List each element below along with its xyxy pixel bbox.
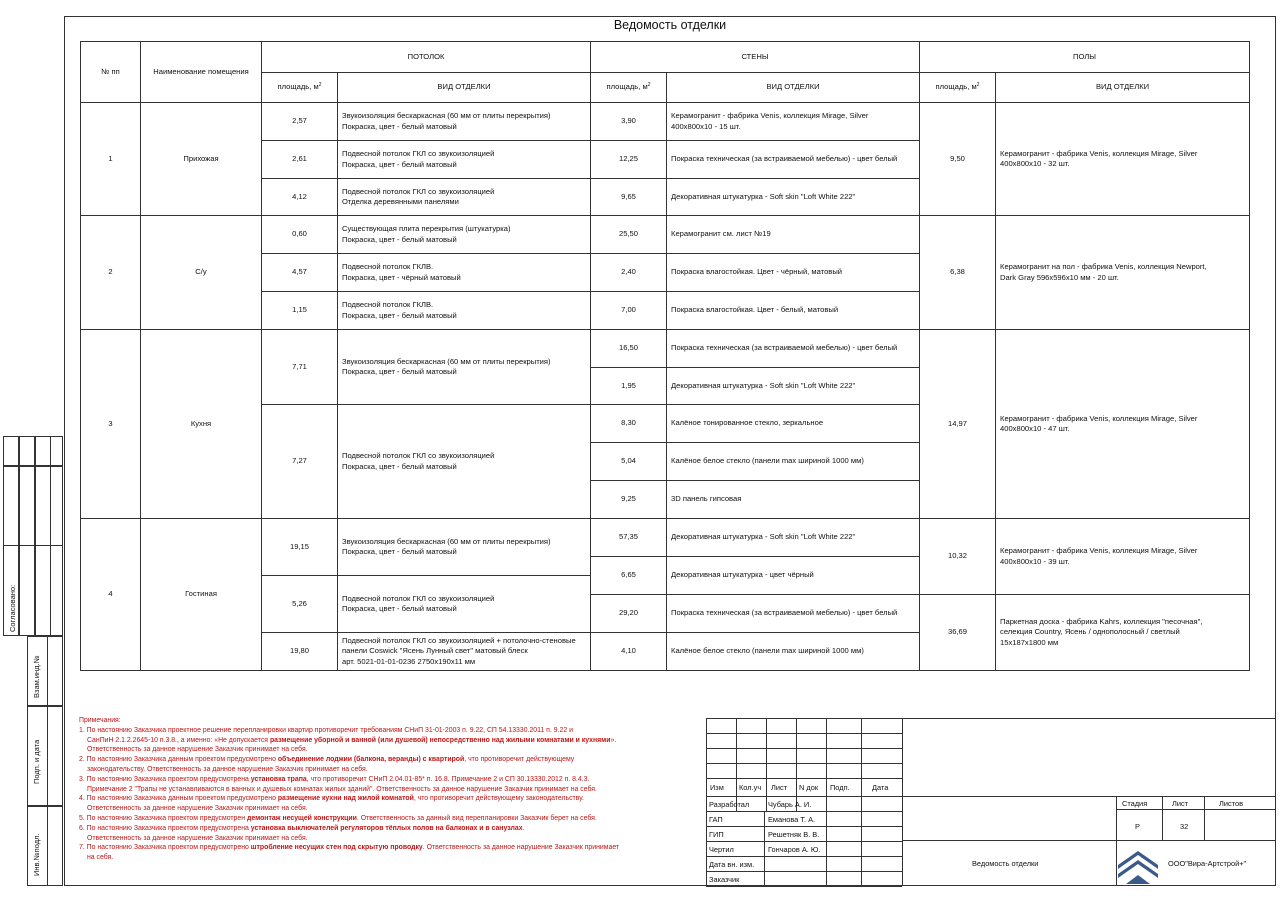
floor-area: 6,38: [920, 216, 996, 330]
stamp-col-header: Дата: [872, 783, 889, 792]
wall-area: 8,30: [591, 405, 667, 443]
ceiling-finish: Подвесной потолок ГКЛ со звукоизоляцией Покраска, цвет - белый матовый: [338, 141, 591, 179]
floor-finish: Керамогранит - фабрика Venis, коллекция Mirage, Silver 400x800x10 - 47 шт.: [996, 330, 1250, 519]
ceiling-area: 0,60: [262, 216, 338, 254]
note-item: 1. По настоянию Заказчика проектное решение перепланировки квартир противоречит требованиям СНиП 31-01-2003 п. 9.22, СП 54.13330.2011 п. 9.22 и СанПиН 2.1.2.2645-10 п.3.8., а именно: «Не допускается размещение уборной и ванной (или душевой) непосредственно над жилыми комнатами и кухнями». Ответственность за данное нарушение Заказчик принимает на себя.: [79, 726, 617, 754]
stamp-col-header: N док: [799, 783, 819, 792]
ceiling-area: 7,27: [262, 405, 338, 519]
floor-finish: Керамогранит - фабрика Venis, коллекция Mirage, Silver 400x800x10 - 39 шт.: [996, 519, 1250, 595]
stamp-role: Дата вн. изм.: [709, 860, 755, 869]
wall-area: 25,50: [591, 216, 667, 254]
header-finish-type: ВИД ОТДЕЛКИ: [338, 73, 591, 103]
wall-area: 3,90: [591, 103, 667, 141]
ceiling-finish: Подвесной потолок ГКЛ со звукоизоляцией Отделка деревянными панелями: [338, 179, 591, 216]
floor-area: 10,32: [920, 519, 996, 595]
header-finish-type: ВИД ОТДЕЛКИ: [996, 73, 1250, 103]
wall-area: 5,04: [591, 443, 667, 481]
company-name: ООО"Вира-Артстрой+": [1168, 859, 1247, 868]
wall-area: 12,25: [591, 141, 667, 179]
approval-strip: [3, 436, 63, 886]
header-floors: ПОЛЫ: [920, 42, 1250, 73]
room-number: 3: [81, 330, 141, 519]
ceiling-finish: Подвесной потолок ГКЛВ. Покраска, цвет - белый матовый: [338, 292, 591, 330]
ceiling-finish: Подвесной потолок ГКЛ со звукоизоляцией + потолочно-стеновые панели Coswick "Ясень Лунный свет" матовый блеск арт. 5021-01-01-0236 2750x190x11 мм: [338, 633, 591, 671]
room-name: С/у: [141, 216, 262, 330]
wall-finish: Калёное белое стекло (панели max шириной 1000 мм): [667, 443, 920, 481]
ceiling-area: 1,15: [262, 292, 338, 330]
wall-area: 29,20: [591, 595, 667, 633]
stamp-role: ГАП: [709, 815, 723, 824]
ceiling-finish: Существующая плита перекрытия (штукатурка) Покраска, цвет - белый матовый: [338, 216, 591, 254]
stamp-col-header: Кол.уч: [739, 783, 762, 792]
header-room: Наименование помещения: [141, 42, 262, 103]
ceiling-area: 7,71: [262, 330, 338, 405]
wall-finish: Декоративная штукатурка - Soft skin "Loft White 222": [667, 368, 920, 405]
wall-area: 2,40: [591, 254, 667, 292]
stamp-col-header: Лист: [771, 783, 788, 792]
header-area: площадь, $м^2$: [920, 73, 996, 103]
wall-finish: Калёное белое стекло (панели max шириной 1000 мм): [667, 633, 920, 671]
table-row: [81, 330, 1250, 368]
ceiling-area: 4,12: [262, 179, 338, 216]
stage-value: Р: [1135, 822, 1140, 831]
replace-inv-label: Взам.инд.№: [32, 655, 41, 698]
floor-finish: Керамогранит - фабрика Venis, коллекция Mirage, Silver 400x800x10 - 32 шт.: [996, 103, 1250, 216]
stamp-role: ГИП: [709, 830, 724, 839]
page-title: Ведомость отделки: [613, 18, 727, 32]
wall-area: 57,35: [591, 519, 667, 557]
sheet-value: 32: [1180, 822, 1189, 831]
ceiling-finish: Звукоизоляция бескаркасная (60 мм от плиты перекрытия) Покраска, цвет - белый матовый: [338, 330, 591, 405]
stamp-name: Решетняк В. В.: [768, 830, 820, 839]
ceiling-area: 5,26: [262, 576, 338, 633]
header-ceiling: ПОТОЛОК: [262, 42, 591, 73]
wall-finish: Керамогранит - фабрика Venis, коллекция Mirage, Silver 400x800x10 - 15 шт.: [667, 103, 920, 141]
room-number: 2: [81, 216, 141, 330]
wall-finish: Декоративная штукатурка - цвет чёрный: [667, 557, 920, 595]
ceiling-finish: Звукоизоляция бескаркасная (60 мм от плиты перекрытия) Покраска, цвет - белый матовый: [338, 519, 591, 576]
table-row: [81, 216, 1250, 254]
wall-finish: Покраска техническая (за встраиваемой мебелью) - цвет белый: [667, 330, 920, 368]
ceiling-finish: Подвесной потолок ГКЛВ. Покраска, цвет - чёрный матовый: [338, 254, 591, 292]
notes-block: [79, 716, 669, 863]
table-row: [81, 519, 1250, 538]
ceiling-area: 19,80: [262, 633, 338, 671]
wall-area: 9,25: [591, 481, 667, 519]
room-number: 1: [81, 103, 141, 216]
floor-finish: Паркетная доска - фабрика Kahrs, коллекция "песочная", селекция Country, Ясень / однополосный / светлый 15x187x1800 мм: [996, 595, 1250, 671]
company-logo: [1116, 843, 1160, 885]
floor-finish: Керамогранит на пол - фабрика Venis, коллекция Newport, Dark Gray 596x596x10 мм - 20 шт.: [996, 216, 1250, 330]
room-name: Кухня: [141, 330, 262, 519]
table-row: [81, 103, 1250, 141]
stamp-doc-title: Ведомость отделки: [972, 859, 1039, 868]
wall-area: 4,10: [591, 633, 667, 671]
wall-area: 7,00: [591, 292, 667, 330]
sign-date-label: Подп. и дата: [32, 739, 41, 784]
note-item: 6. По настоянию Заказчика проектом предусмотрена установка выключателей регуляторов тёплых полов на балконах и в санузлах. Ответственность за данное нарушение Заказчик принимает на себя.: [79, 824, 525, 842]
wall-area: 6,65: [591, 557, 667, 595]
wall-area: 9,65: [591, 179, 667, 216]
stamp-role: Чертил: [709, 845, 734, 854]
wall-finish: Покраска техническая (за встраиваемой мебелью) - цвет белый: [667, 141, 920, 179]
ceiling-area: 2,57: [262, 103, 338, 141]
wall-finish: Покраска влагостойкая. Цвет - чёрный, матовый: [667, 254, 920, 292]
floor-area: 36,69: [920, 595, 996, 671]
sheet-label: Лист: [1172, 799, 1189, 808]
ceiling-area: 4,57: [262, 254, 338, 292]
room-name: Прихожая: [141, 103, 262, 216]
stamp-role: Заказчик: [709, 875, 740, 884]
ceiling-finish: Подвесной потолок ГКЛ со звукоизоляцией Покраска, цвет - белый матовый: [338, 405, 591, 519]
stage-label: Стадия: [1122, 799, 1148, 808]
note-item: 4. По настоянию Заказчика данным проектом предусмотрено размещение кухни над жилой комнатой, что противоречит действующему законодательству. Ответственность за данное нарушение Заказчик принимает на себя.: [79, 795, 584, 813]
header-area: площадь, $м^2$: [262, 73, 338, 103]
title-block: [706, 718, 1276, 886]
ceiling-area: 2,61: [262, 141, 338, 179]
header-num: № пп: [81, 42, 141, 103]
stamp-name: Гончаров А. Ю.: [768, 845, 821, 854]
wall-finish: Декоративная штукатурка - Soft skin "Loft White 222": [667, 179, 920, 216]
note-item: 2. По настоянию Заказчика данным проектом предусмотрено объединение лоджии (балкона, веранды) с квартирой, что противоречит действующему законодательству. Ответственность за данное нарушение Заказчик принимает на себя.: [79, 756, 575, 773]
stamp-role: Разработал: [709, 800, 750, 809]
wall-area: 1,95: [591, 368, 667, 405]
note-item: 5. По настоянию Заказчика проектом предусмотрен демонтаж несущей конструкции. Ответственность за данный вид перепланировки Заказчик берет на себя.: [79, 814, 597, 822]
finish-schedule-table: [80, 41, 1250, 671]
note-item: 3. По настоянию Заказчика проектом предусмотрена установка трапа, что противоречит СНиП 2.04.01-85* п. 16.8. Примечание 2 и СП 30.13330.2012 п. 8.4.3. Примечание 2 "Трапы не устанавливаются в ванных и душевых комнатах жилых зданий". Ответственность за данное нарушение Заказчик принимает на себя.: [79, 775, 597, 793]
inv-label: Инв.№подл.: [32, 833, 41, 876]
stamp-col-header: Подп.: [830, 783, 850, 792]
sheets-label: Листов: [1219, 799, 1244, 808]
room-number: 4: [81, 519, 141, 671]
wall-finish: Покраска влагостойкая. Цвет - белый, матовый: [667, 292, 920, 330]
wall-area: 16,50: [591, 330, 667, 368]
header-finish-type: ВИД ОТДЕЛКИ: [667, 73, 920, 103]
stamp-name: Чубарь А. И.: [768, 800, 812, 809]
room-name: Гостиная: [141, 519, 262, 671]
stamp-col-header: Изм: [710, 783, 724, 792]
ceiling-finish: Звукоизоляция бескаркасная (60 мм от плиты перекрытия) Покраска, цвет - белый матовый: [338, 103, 591, 141]
ceiling-finish: Подвесной потолок ГКЛ со звукоизоляцией Покраска, цвет - белый матовый: [338, 576, 591, 633]
wall-finish: 3D панель гипсовая: [667, 481, 920, 519]
wall-finish: Калёное тонированное стекло, зеркальное: [667, 405, 920, 443]
approved-label: Согласовано:: [8, 584, 17, 632]
header-walls: СТЕНЫ: [591, 42, 920, 73]
floor-area: 14,97: [920, 330, 996, 519]
header-area: площадь, $м^2$: [591, 73, 667, 103]
ceiling-area: 19,15: [262, 519, 338, 576]
note-item: 7. По настоянию Заказчика проектом предусмотрено штробление несущих стен под скрытую проводку. Ответственность за данное нарушение Заказчик принимает на себя.: [79, 844, 620, 862]
notes-heading: Примечания:: [79, 717, 121, 724]
stamp-name: Еманова Т. А.: [768, 815, 816, 824]
wall-finish: Покраска техническая (за встраиваемой мебелью) - цвет белый: [667, 595, 920, 633]
wall-finish: Декоративная штукатурка - Soft skin "Loft White 222": [667, 519, 920, 557]
floor-area: 9,50: [920, 103, 996, 216]
wall-finish: Керамогранит см. лист №19: [667, 216, 920, 254]
